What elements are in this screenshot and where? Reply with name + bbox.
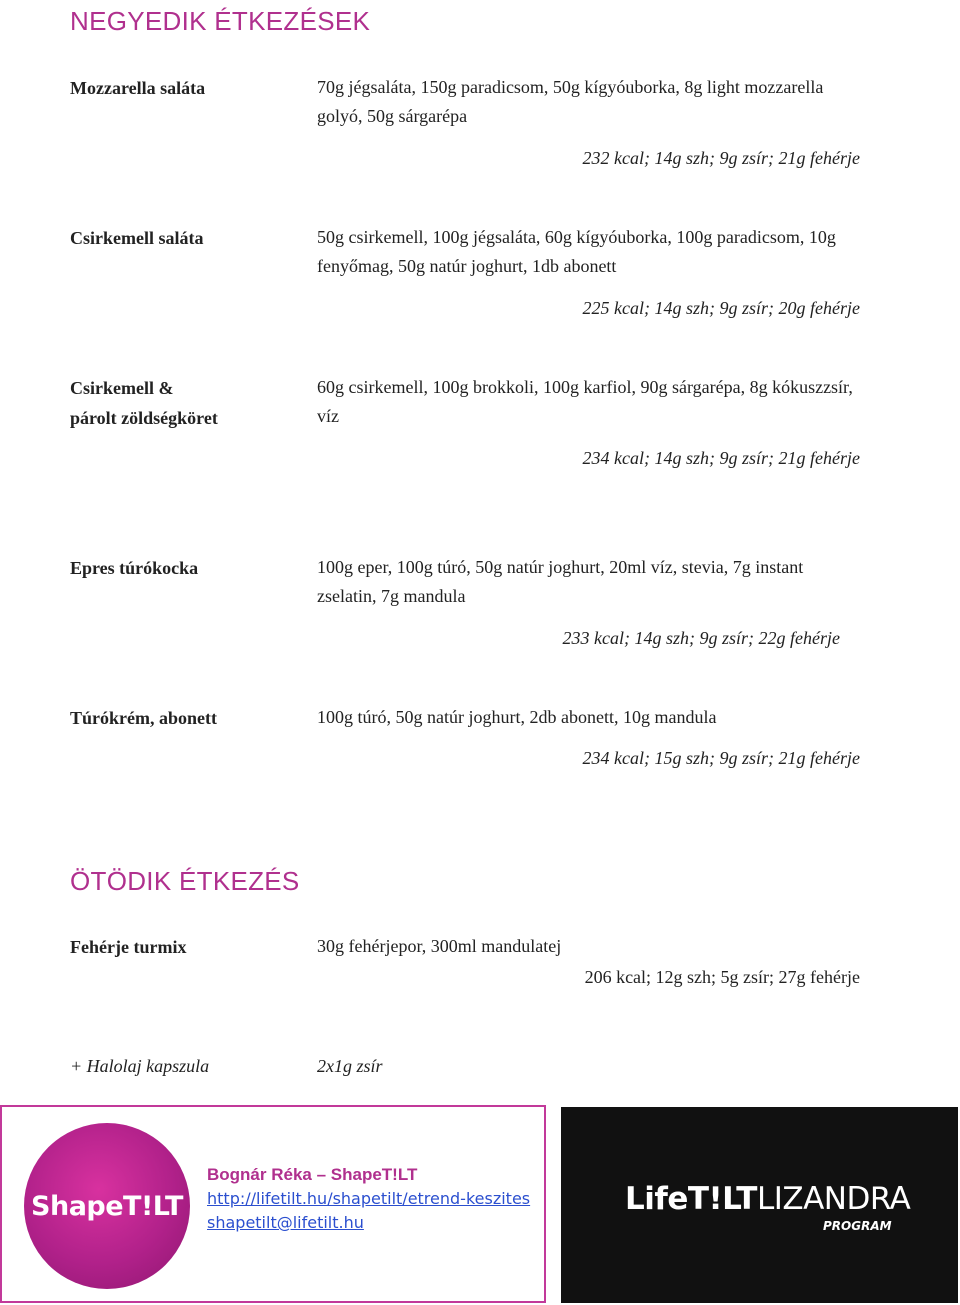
- meal-nutrition-strawberry-curd-cube: 233 kcal; 14g szh; 9g zsír; 22g fehérje: [562, 628, 840, 648]
- contact-name: Bognár Réka – ShapeT!LT: [207, 1165, 418, 1184]
- supplement-amount: 2x1g zsír: [317, 1056, 383, 1076]
- meal-ingredients-strawberry-curd-cube: 100g eper, 100g túró, 50g natúr joghurt, 20ml víz, stevia, 7g instant zselatin, 7g mandula: [317, 557, 804, 606]
- section-title-fourth-meals: NEGYEDIK ÉTKEZÉSEK: [70, 6, 371, 36]
- meal-nutrition-curd-cream: 234 kcal; 15g szh; 9g zsír; 21g fehérje: [582, 748, 860, 768]
- meal-ingredients-chicken-salad: 50g csirkemell, 100g jégsaláta, 60g kígyóuborka, 100g paradicsom, 10g fenyőmag, 50g natúr joghurt, 1db abonett: [317, 227, 836, 276]
- meal-name-strawberry-curd-cube: Epres túrókocka: [70, 558, 199, 578]
- meal-name-chicken-vegetables-line1: Csirkemell &: [70, 378, 174, 398]
- lifetilt-program-label: PROGRAM: [823, 1219, 892, 1233]
- meal-ingredients-mozzarella-salad: 70g jégsaláta, 150g paradicsom, 50g kígyóuborka, 8g light mozzarella golyó, 50g sárgarépa: [317, 77, 824, 126]
- website-link[interactable]: http://lifetilt.hu/shapetilt/etrend-keszites: [207, 1189, 531, 1208]
- contact-card: [0, 1105, 546, 1303]
- meal-nutrition-protein-shake: 206 kcal; 12g szh; 5g zsír; 27g fehérje: [584, 967, 860, 987]
- shapetilt-logo-text: ShapeT!LT: [31, 1190, 183, 1222]
- lifetilt-logo-right: LIZANDRA: [756, 1181, 911, 1217]
- meal-nutrition-chicken-vegetables: 234 kcal; 14g szh; 9g zsír; 21g fehérje: [582, 448, 860, 468]
- section-title-fifth-meal: ÖTÖDIK ÉTKEZÉS: [70, 866, 300, 896]
- shapetilt-logo: [24, 1123, 190, 1289]
- lifetilt-logo-left: LifeT!LT: [625, 1181, 757, 1217]
- meal-name-curd-cream: Túrókrém, abonett: [70, 708, 217, 728]
- meal-name-chicken-vegetables-line2: párolt zöldségköret: [70, 408, 218, 428]
- meal-ingredients-chicken-vegetables: 60g csirkemell, 100g brokkoli, 100g karfiol, 90g sárgarépa, 8g kókuszzsír, víz: [317, 377, 853, 426]
- meal-ingredients-protein-shake: 30g fehérjepor, 300ml mandulatej: [317, 936, 562, 956]
- meal-name-protein-shake: Fehérje turmix: [70, 937, 187, 957]
- supplement-name: + Halolaj kapszula: [70, 1056, 210, 1076]
- meal-nutrition-mozzarella-salad: 232 kcal; 14g szh; 9g zsír; 21g fehérje: [582, 148, 860, 168]
- lifetilt-lizandra-banner: [561, 1107, 958, 1303]
- meal-name-mozzarella-salad: Mozzarella saláta: [70, 78, 206, 98]
- email-link[interactable]: shapetilt@lifetilt.hu: [207, 1213, 364, 1232]
- meal-name-chicken-salad: Csirkemell saláta: [70, 228, 204, 248]
- meal-nutrition-chicken-salad: 225 kcal; 14g szh; 9g zsír; 20g fehérje: [582, 298, 860, 318]
- meal-ingredients-curd-cream: 100g túró, 50g natúr joghurt, 2db abonett, 10g mandula: [317, 707, 717, 727]
- lifetilt-logo: [625, 1181, 910, 1217]
